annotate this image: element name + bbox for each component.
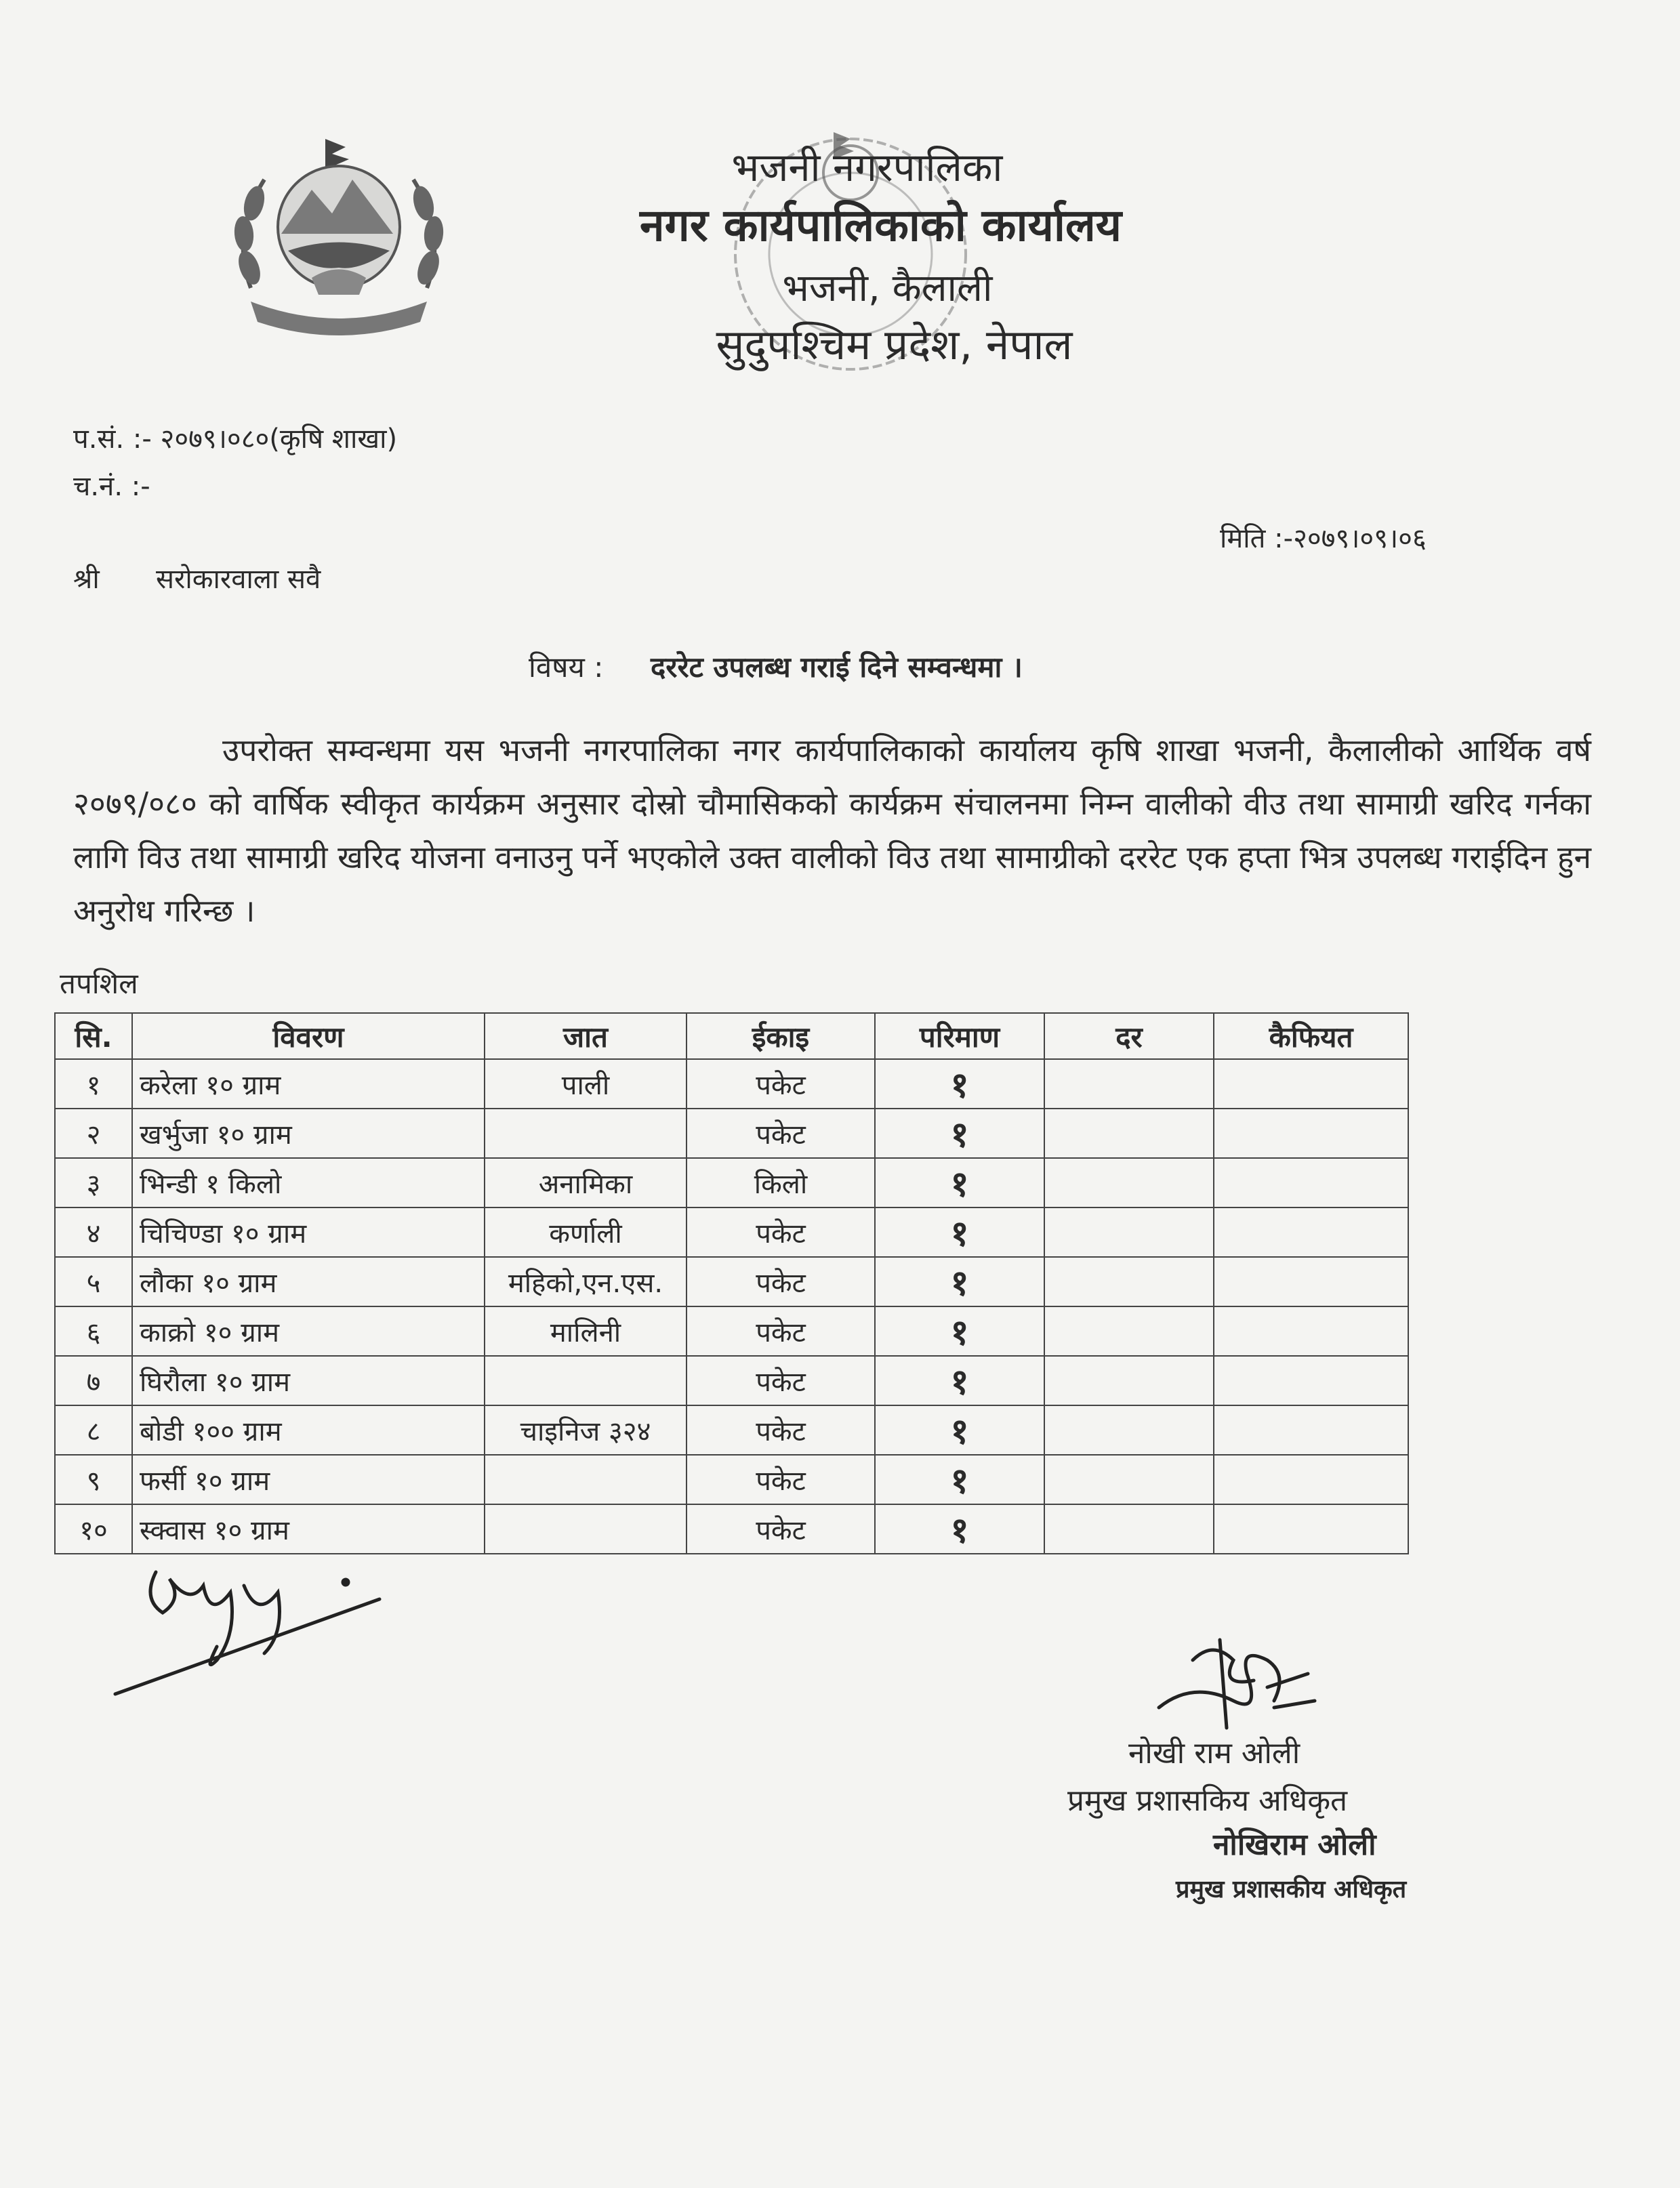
- cell-serial: ७: [55, 1356, 132, 1405]
- province-name: सुदुपश्चिम प्रदेश, नेपाल: [716, 320, 1073, 369]
- cell-rate: [1044, 1455, 1214, 1504]
- left-handwritten-signature: [102, 1559, 393, 1708]
- cell-unit: पकेट: [687, 1504, 875, 1554]
- cell-quantity: १: [875, 1405, 1044, 1455]
- header-serial: सि.: [55, 1013, 132, 1059]
- items-table: [54, 1012, 1409, 1554]
- table-row: [55, 1109, 1408, 1158]
- table-row: [55, 1158, 1408, 1207]
- cell-item: घिरौला १० ग्राम: [132, 1356, 485, 1405]
- cell-quantity: १: [875, 1207, 1044, 1257]
- cell-remarks: [1214, 1207, 1408, 1257]
- cell-unit: पकेट: [687, 1059, 875, 1109]
- header-rate: दर: [1044, 1013, 1214, 1059]
- cell-variety: [485, 1504, 687, 1554]
- cell-rate: [1044, 1504, 1214, 1554]
- cell-remarks: [1214, 1059, 1408, 1109]
- cell-quantity: १: [875, 1059, 1044, 1109]
- table-row: [55, 1455, 1408, 1504]
- cell-unit: पकेट: [687, 1356, 875, 1405]
- cell-serial: ४: [55, 1207, 132, 1257]
- stamp-officer-title: प्रमुख प्रशासकीय अधिकृत: [1176, 1876, 1407, 1903]
- stamp-officer-name: नोखिराम ओली: [1213, 1828, 1376, 1862]
- cell-item: भिन्डी १ किलो: [132, 1158, 485, 1207]
- cell-quantity: १: [875, 1109, 1044, 1158]
- district-name: भजनी, कैलाली: [782, 266, 993, 310]
- cell-variety: कर्णाली: [485, 1207, 687, 1257]
- header-variety: जात: [485, 1013, 687, 1059]
- cell-quantity: १: [875, 1158, 1044, 1207]
- cell-remarks: [1214, 1257, 1408, 1306]
- letter-date: मिति :-२०७९।०९।०६: [1220, 523, 1427, 554]
- cell-remarks: [1214, 1158, 1408, 1207]
- cell-serial: २: [55, 1109, 132, 1158]
- table-row: [55, 1504, 1408, 1554]
- table-row: [55, 1306, 1408, 1356]
- cell-rate: [1044, 1109, 1214, 1158]
- addressee-prefix: श्री: [73, 564, 100, 595]
- schedule-label: तपशिल: [60, 967, 138, 1000]
- cell-rate: [1044, 1059, 1214, 1109]
- cell-item: खर्भुजा १० ग्राम: [132, 1109, 485, 1158]
- cell-unit: किलो: [687, 1158, 875, 1207]
- cell-unit: पकेट: [687, 1455, 875, 1504]
- cell-unit: पकेट: [687, 1306, 875, 1356]
- cell-item: बोडी १०० ग्राम: [132, 1405, 485, 1455]
- cell-rate: [1044, 1158, 1214, 1207]
- cell-rate: [1044, 1207, 1214, 1257]
- cell-variety: अनामिका: [485, 1158, 687, 1207]
- subject-label: विषय :: [529, 651, 604, 684]
- cell-quantity: १: [875, 1306, 1044, 1356]
- table-row: [55, 1405, 1408, 1455]
- cell-rate: [1044, 1257, 1214, 1306]
- office-name: नगर कार्यपालिकाको कार्यालय: [640, 199, 1122, 251]
- cell-quantity: १: [875, 1257, 1044, 1306]
- cell-serial: ६: [55, 1306, 132, 1356]
- cell-remarks: [1214, 1455, 1408, 1504]
- cell-item: स्क्वास १० ग्राम: [132, 1504, 485, 1554]
- cell-unit: पकेट: [687, 1207, 875, 1257]
- cell-serial: ३: [55, 1158, 132, 1207]
- table-row: [55, 1356, 1408, 1405]
- cell-variety: [485, 1356, 687, 1405]
- cell-unit: पकेट: [687, 1109, 875, 1158]
- cell-serial: ९: [55, 1455, 132, 1504]
- cell-item: काक्रो १० ग्राम: [132, 1306, 485, 1356]
- signatory-title: प्रमुख प्रशासकिय अधिकृत: [1067, 1783, 1348, 1818]
- cell-rate: [1044, 1306, 1214, 1356]
- header-remarks: कैफियत: [1214, 1013, 1408, 1059]
- cell-remarks: [1214, 1109, 1408, 1158]
- cell-remarks: [1214, 1306, 1408, 1356]
- signatory-name: नोखी राम ओली: [1128, 1736, 1300, 1771]
- cell-remarks: [1214, 1405, 1408, 1455]
- header-description: विवरण: [132, 1013, 485, 1059]
- cell-quantity: १: [875, 1455, 1044, 1504]
- cell-variety: पाली: [485, 1059, 687, 1109]
- cell-variety: मालिनी: [485, 1306, 687, 1356]
- cell-remarks: [1214, 1356, 1408, 1405]
- cell-serial: १०: [55, 1504, 132, 1554]
- cell-serial: ८: [55, 1405, 132, 1455]
- cell-serial: १: [55, 1059, 132, 1109]
- cell-item: करेला १० ग्राम: [132, 1059, 485, 1109]
- cell-quantity: १: [875, 1504, 1044, 1554]
- table-row: [55, 1257, 1408, 1306]
- cell-quantity: १: [875, 1356, 1044, 1405]
- subject-text: दररेट उपलब्ध गराई दिने सम्वन्धमा ।: [651, 651, 1023, 684]
- addressee: सरोकारवाला सवै: [156, 564, 321, 595]
- table-row: [55, 1207, 1408, 1257]
- cell-variety: [485, 1109, 687, 1158]
- cell-unit: पकेट: [687, 1257, 875, 1306]
- dispatch-number: च.नं. :-: [73, 471, 150, 502]
- cell-variety: चाइनिज ३२४: [485, 1405, 687, 1455]
- cell-variety: [485, 1455, 687, 1504]
- header-quantity: परिमाण: [875, 1013, 1044, 1059]
- cell-item: फर्सी १० ग्राम: [132, 1455, 485, 1504]
- municipality-name: भजनी नगरपालिका: [731, 144, 1003, 190]
- header-unit: ईकाइ: [687, 1013, 875, 1059]
- cell-remarks: [1214, 1504, 1408, 1554]
- officer-handwritten-signature: [1152, 1633, 1328, 1735]
- cell-rate: [1044, 1405, 1214, 1455]
- letter-body: उपरोक्त सम्वन्धमा यस भजनी नगरपालिका नगर कार्यपालिकाको कार्यालय कृषि शाखा भजनी, कैलालीको आर्थिक वर्ष २०७९/०८० को वार्षिक स्वीकृत कार्यक्रम अनुसार दोस्रो चौमासिकको कार्यक्रम संचालनमा निम्न वालीको वीउ तथा सामाग्री खरिद गर्नका लागि विउ तथा सामाग्री खरिद योजना वनाउनु पर्ने भएकोले उक्त वालीको विउ तथा सामाग्रीको दररेट एक हप्ता भित्र उपलब्ध गराईदिन हुन अनुरोध गरिन्छ ।: [73, 732, 1591, 929]
- cell-rate: [1044, 1356, 1214, 1405]
- cell-serial: ५: [55, 1257, 132, 1306]
- cell-variety: महिको,एन.एस.: [485, 1257, 687, 1306]
- cell-unit: पकेट: [687, 1405, 875, 1455]
- cell-item: लौका १० ग्राम: [132, 1257, 485, 1306]
- cell-item: चिचिण्डा १० ग्राम: [132, 1207, 485, 1257]
- table-header-row: [55, 1013, 1408, 1059]
- table-row: [55, 1059, 1408, 1109]
- reference-number: प.सं. :- २०७९।०८०(कृषि शाखा): [73, 424, 398, 455]
